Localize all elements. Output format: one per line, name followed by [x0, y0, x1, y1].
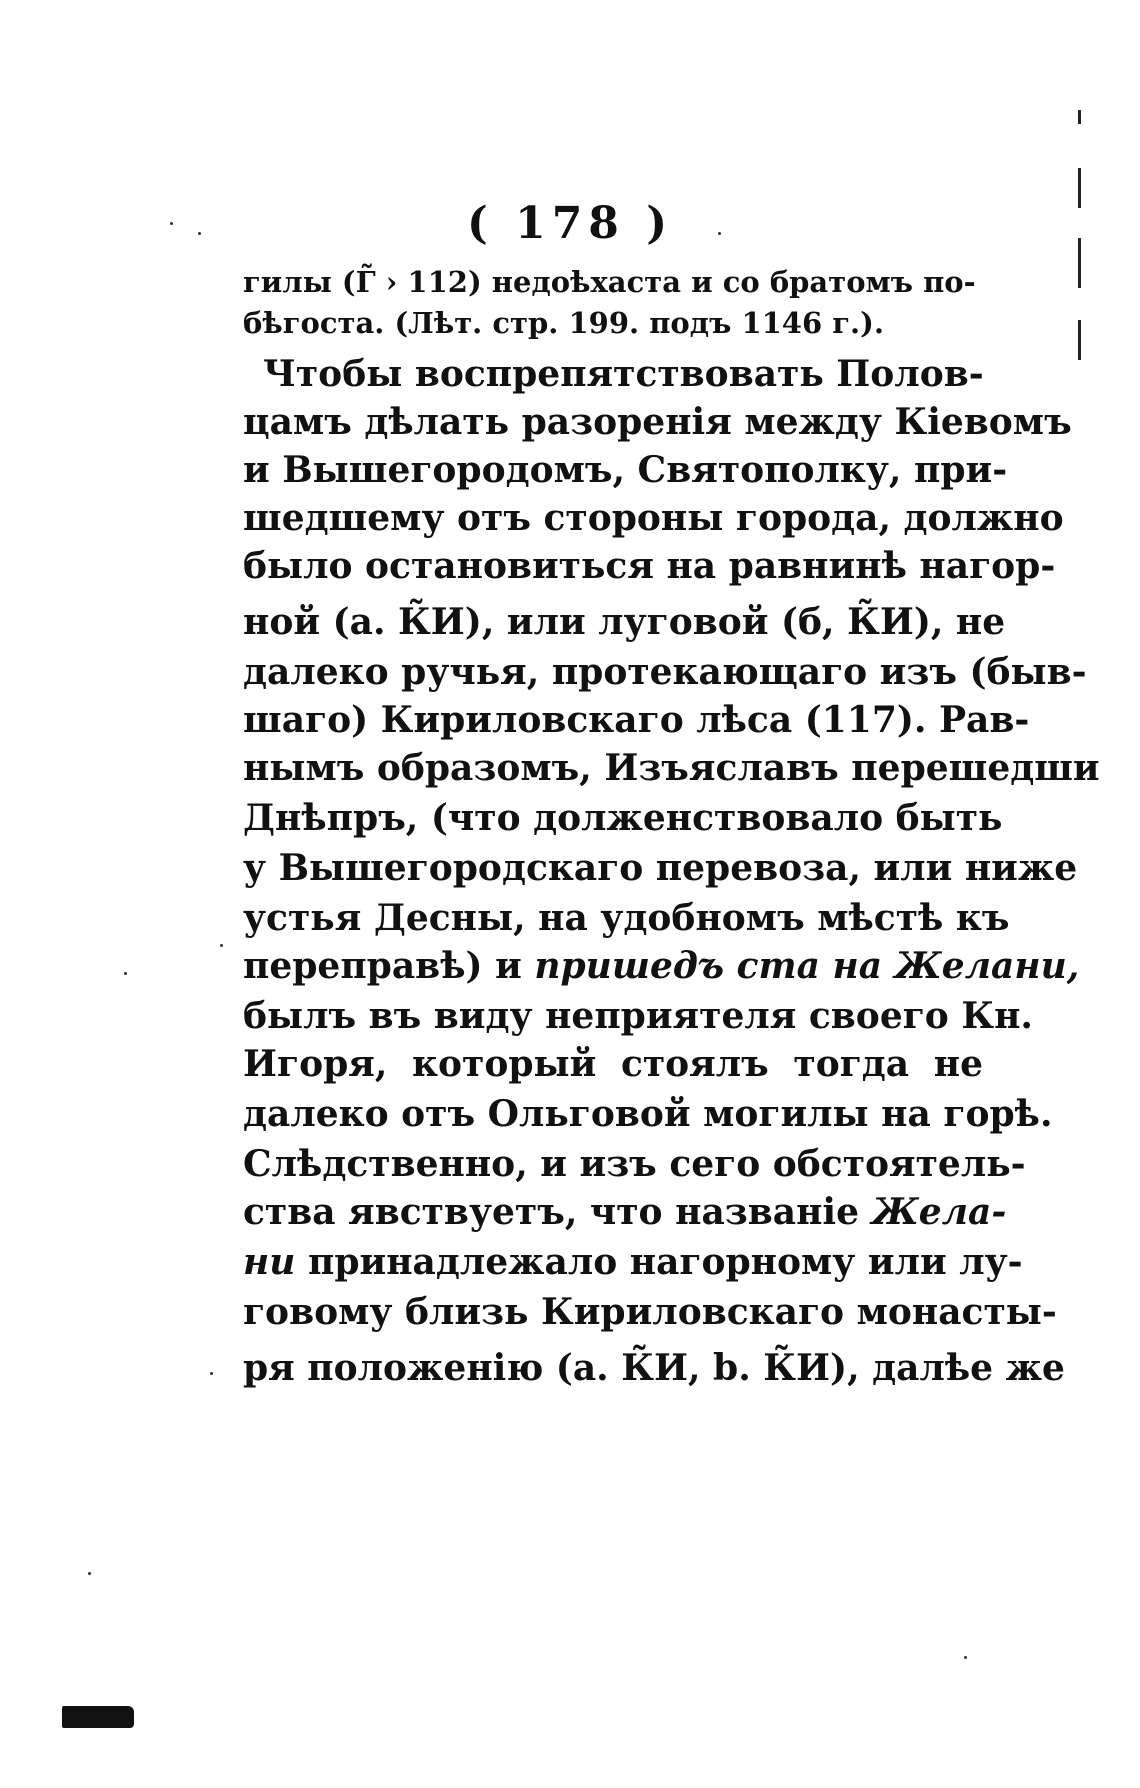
body-line-21: ря положенію (а. К̃И, b. К̃И), далѣе же — [243, 1347, 1065, 1389]
page-number: ( 178 ) — [466, 198, 674, 249]
speck — [718, 232, 721, 235]
body-line-2: цамъ дѣлать разоренія между Кіевомъ — [243, 401, 1072, 443]
speck — [964, 1656, 967, 1659]
body-line-13-text: переправѣ) и — [243, 945, 522, 987]
body-line-16: далеко отъ Ольговой могилы на горѣ. — [243, 1093, 1053, 1135]
margin-mark — [1078, 168, 1081, 208]
speck — [88, 1572, 91, 1575]
body-line-1: Чтобы воспрепятствовать Полов- — [263, 353, 984, 395]
body-line-6: ной (а. К̃И), или луговой (б, К̃И), не — [243, 601, 1006, 643]
italic-word-ni: ни — [243, 1241, 296, 1283]
body-line-10: Днѣпръ, (что долженствовало быть — [243, 797, 1003, 839]
margin-mark — [1078, 238, 1081, 288]
body-line-5: было остановиться на равнинѣ нагор- — [243, 545, 1056, 587]
body-line-8: шаго) Кириловскаго лѣса (117). Рав- — [243, 699, 1030, 741]
body-line-15: Игоря, который стоялъ тогда не — [243, 1043, 983, 1085]
body-line-19 — [243, 1240, 1023, 1284]
body-line-17: Слѣдственно, и изъ сего обстоятель- — [243, 1143, 1026, 1185]
footnote-line-2: бѣгоста. (Лѣт. стр. 199. подъ 1146 г.). — [243, 306, 884, 340]
speck — [210, 1372, 213, 1375]
body-line-7: далеко ручья, протекающаго изъ (быв- — [243, 651, 1087, 693]
speck — [220, 944, 223, 947]
margin-mark — [1078, 110, 1081, 124]
speck — [198, 232, 201, 235]
body-line-19-text: принадлежало нагорному или лу- — [307, 1241, 1023, 1283]
body-line-18 — [243, 1190, 1007, 1234]
body-line-18-text: ства явствуетъ, что названіе — [243, 1191, 860, 1233]
body-line-11: у Вышегородскаго перевоза, или ниже — [243, 847, 1078, 889]
body-line-14: былъ въ виду неприятеля своего Кн. — [243, 995, 1033, 1037]
ink-blot — [62, 1706, 134, 1728]
italic-word-zhela: Жела- — [871, 1191, 1007, 1233]
speck — [170, 222, 173, 225]
body-line-9: нымъ образомъ, Изъяславъ перешедши — [243, 747, 1100, 789]
speck — [124, 972, 127, 975]
margin-mark — [1078, 320, 1081, 360]
italic-phrase-pristed: пришедъ ста на Желани, — [534, 945, 1080, 987]
body-line-12: устья Десны, на удобномъ мѣстѣ къ — [243, 897, 1010, 939]
body-line-3: и Вышегородомъ, Святополку, при- — [243, 449, 1008, 491]
body-line-20: говому близь Кириловскаго монасты- — [243, 1291, 1057, 1333]
body-line-4: шедшему отъ стороны города, должно — [243, 497, 1064, 539]
body-line-13 — [243, 944, 1080, 988]
footnote-line-1: гилы (Г̃ › 112) недоѣхаста и со братомъ по- — [243, 265, 976, 299]
